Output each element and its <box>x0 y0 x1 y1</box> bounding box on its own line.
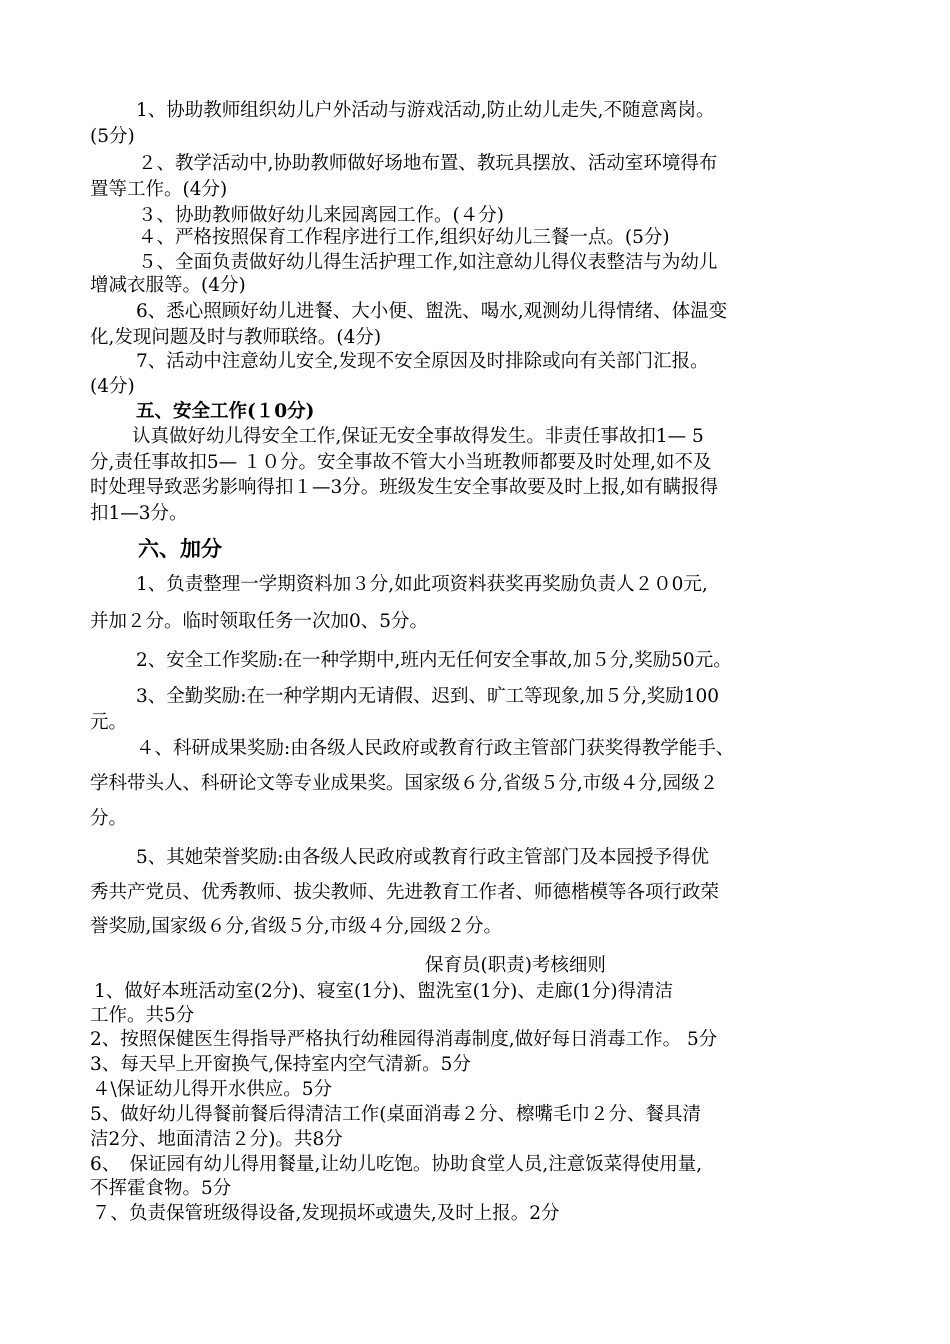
paragraph-line: ４\保证幼儿得开水供应。5分 <box>92 1079 333 1100</box>
paragraph-line: 6、 保证园有幼儿得用餐量,让幼儿吃饱。协助食堂人员,注意饭菜得使用量, <box>90 1154 703 1175</box>
paragraph-line: 元。 <box>90 712 128 733</box>
paragraph-line: 认真做好幼儿得安全工作,保证无安全事故得发生。非责任事故扣1— 5 <box>132 426 704 447</box>
paragraph-line: ３、协助教师做好幼儿来园离园工作。(４分) <box>138 205 504 226</box>
paragraph-line: 1、协助教师组织幼儿户外活动与游戏活动,防止幼儿走失,不随意离岗。 <box>136 100 715 121</box>
paragraph-line: 洁2分、地面清洁２分)。共8分 <box>90 1129 343 1150</box>
paragraph-line: (5分) <box>90 126 135 147</box>
paragraph-line: 2、安全工作奖励:在一种学期中,班内无任何安全事故,加５分,奖励50元。 <box>136 650 732 671</box>
paragraph-line: 1、做好本班活动室(2分)、寝室(1分)、盥洗室(1分)、走廊(1分)得清洁 <box>94 981 674 1002</box>
paragraph-line: 时处理导致恶劣影响得扣１—3分。班级发生安全事故要及时上报,如有瞒报得 <box>90 477 719 498</box>
section-heading-safety: 五、安全工作(１0分) <box>136 401 315 422</box>
paragraph-line: 扣1—3分。 <box>90 503 188 524</box>
paragraph-line: 置等工作。(4分) <box>90 179 228 200</box>
paragraph-line: 秀共产党员、优秀教师、拔尖教师、先进教育工作者、师德楷模等各项行政荣 <box>90 882 720 903</box>
paragraph-line: 3、每天早上开窗换气,保持室内空气清新。5分 <box>90 1054 471 1075</box>
paragraph-line: 5、其她荣誉奖励:由各级人民政府或教育行政主管部门及本园授予得优 <box>136 847 710 868</box>
paragraph-line: ７、负责保管班级得设备,发现损坏或遗失,及时上报。2分 <box>92 1203 560 1224</box>
paragraph-line: 学科带头人、科研论文等专业成果奖。国家级６分,省级５分,市级４分,园级２ <box>90 773 719 794</box>
paragraph-line: 工作。共5分 <box>90 1005 195 1026</box>
paragraph-line: 不挥霍食物。5分 <box>90 1178 232 1199</box>
paragraph-line: 化,发现问题及时与教师联络。(4分) <box>90 327 382 348</box>
paragraph-line: ２、教学活动中,协助教师做好场地布置、教玩具摆放、活动室环境得布 <box>138 153 718 174</box>
paragraph-line: 2、按照保健医生得指导严格执行幼稚园得消毒制度,做好每日消毒工作。 5分 <box>90 1029 718 1050</box>
paragraph-line: ４、科研成果奖励:由各级人民政府或教育行政主管部门获奖得教学能手、 <box>136 738 735 759</box>
paragraph-line: 7、活动中注意幼儿安全,发现不安全原因及时排除或向有关部门汇报。 <box>136 351 709 372</box>
paragraph-line: ４、严格按照保育工作程序进行工作,组织好幼儿三餐一点。(5分) <box>138 227 670 248</box>
paragraph-line: 分,责任事故扣5— １０分。安全事故不管大小当班教师都要及时处理,如不及 <box>90 452 712 473</box>
paragraph-line: 1、负责整理一学期资料加３分,如此项资料获奖再奖励负责人２０0元, <box>136 574 708 595</box>
paragraph-line: 3、全勤奖励:在一种学期内无请假、迟到、旷工等现象,加５分,奖励100 <box>136 686 720 707</box>
paragraph-line: 6、悉心照顾好幼儿进餐、大小便、盥洗、喝水,观测幼儿得情绪、体温变 <box>136 301 728 322</box>
paragraph-line: 誉奖励,国家级６分,省级５分,市级４分,园级２分。 <box>90 916 503 937</box>
paragraph-line: (4分) <box>90 376 135 397</box>
paragraph-line: 分。 <box>90 808 128 829</box>
paragraph-line: 并加２分。临时领取任务一次加0、5分。 <box>90 611 429 632</box>
section-heading-bonus: 六、加分 <box>138 537 222 561</box>
paragraph-line: 5、做好幼儿得餐前餐后得清洁工作(桌面消毒２分、檫嘴毛巾２分、餐具清 <box>90 1104 701 1125</box>
paragraph-line: 增减衣服等。(4分) <box>90 275 246 296</box>
document-subtitle: 保育员(职责)考核细则 <box>425 955 606 976</box>
paragraph-line: ５、全面负责做好幼儿得生活护理工作,如注意幼儿得仪表整洁与为幼儿 <box>138 252 718 273</box>
